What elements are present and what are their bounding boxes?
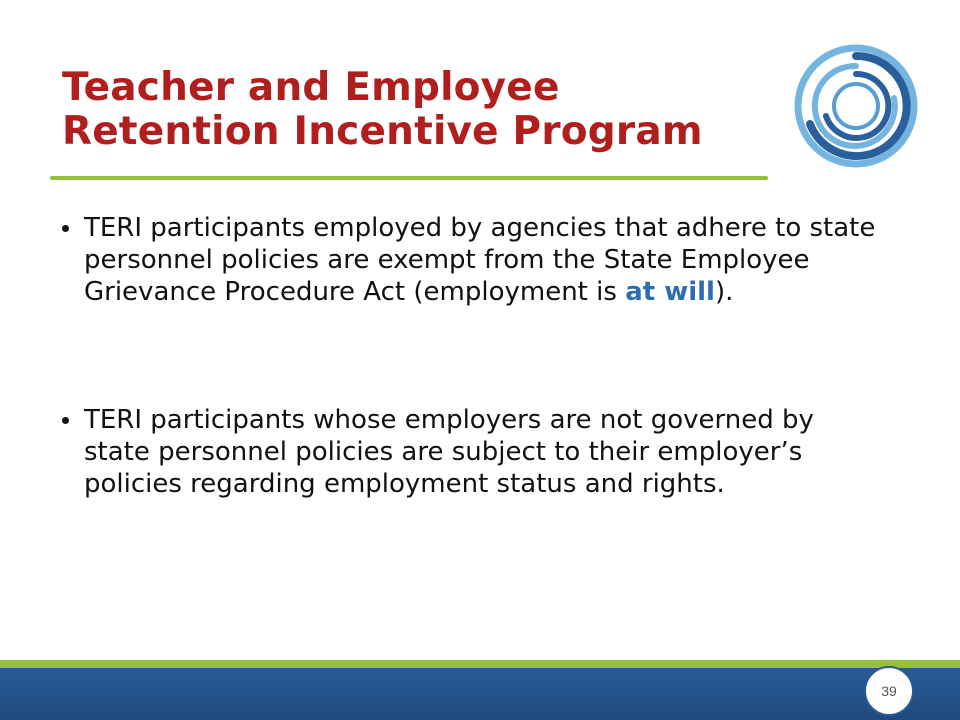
bullet-list bbox=[62, 212, 882, 500]
bullet-dot bbox=[62, 225, 69, 232]
bullet-item-at-will bbox=[62, 212, 882, 308]
bullet-dot bbox=[62, 417, 69, 424]
bullet-text-after: ). bbox=[714, 277, 734, 307]
bullet-emphasis: at will bbox=[625, 277, 715, 307]
page-number: 39 bbox=[881, 683, 897, 699]
bullet-item-employer-policies bbox=[62, 404, 882, 500]
footer-green-band bbox=[0, 660, 960, 668]
title-underline bbox=[50, 176, 768, 180]
bullet-text-before: TERI participants employed by agencies that adhere to state personnel policies are exempt from the State Employee Grievance Procedure Act (employment is bbox=[84, 213, 876, 307]
bullet-text: TERI participants whose employers are not governed by state personnel policies are subject to their employer’s policies regarding employment status and rights. bbox=[84, 405, 814, 499]
title-line-1: Teacher and Employee bbox=[62, 65, 560, 110]
circular-swirl-logo-icon bbox=[792, 42, 920, 170]
slide-title bbox=[62, 66, 762, 154]
footer-blue-band bbox=[0, 668, 960, 720]
page-number-badge bbox=[864, 666, 914, 716]
title-line-2: Retention Incentive Program bbox=[62, 109, 703, 154]
